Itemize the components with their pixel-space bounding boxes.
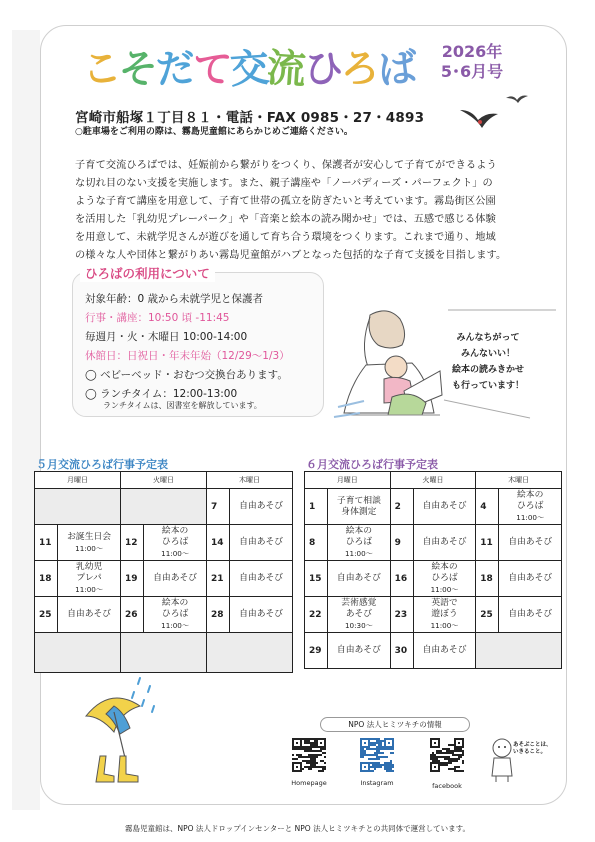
event-name: 自由あそび: [508, 573, 553, 583]
issue-month: 5･6月号: [440, 62, 504, 81]
event-cell: [499, 489, 562, 525]
event-time: 11:00～: [344, 549, 373, 558]
day-number: 2: [390, 489, 413, 525]
day-number: 15: [305, 561, 328, 597]
event-time: 10:30～: [344, 621, 373, 630]
schedule-row: [305, 525, 562, 561]
weekday-header: 月曜日: [305, 472, 391, 489]
event-name: 自由あそび: [239, 573, 284, 583]
event-time: 11:00～: [161, 621, 190, 630]
baby-bed-note: ◯ ベビーベッド・おむつ交換台あります。: [85, 369, 288, 381]
event-cell: [144, 597, 207, 633]
event-cell: [413, 633, 476, 669]
day-number: 25: [35, 597, 58, 633]
event-name: 自由あそび: [336, 573, 381, 583]
speech-bubble-text: みんなちがって みんないい！ 絵本の読みきかせ も行っています！: [452, 333, 525, 391]
day-number: 26: [120, 597, 143, 633]
intro-line: な切れ目のない支援を実施します。また、親子講座や「ノーバディーズ・パーフェクト」の: [75, 178, 493, 189]
day-number: 18: [35, 561, 58, 597]
event-name: ひろば: [161, 537, 189, 547]
closed-days: 休館日：日祝日・年末年始（12/29～1/3）: [85, 350, 290, 362]
event-cell: [230, 489, 293, 525]
day-number: 28: [206, 597, 229, 633]
parking-note: ○駐車場をご利用の際は、霧島児童館にあらかじめご連絡ください。: [75, 127, 353, 137]
weekday-header: 木曜日: [476, 472, 562, 489]
day-number: 4: [476, 489, 499, 525]
weekday-header: 月曜日: [35, 472, 121, 489]
day-number: 21: [206, 561, 229, 597]
day-number: 7: [206, 489, 229, 525]
issue-year: 2026年: [441, 42, 503, 61]
event-cell: [328, 633, 391, 669]
event-cell: [499, 561, 562, 597]
schedule-row: [305, 633, 562, 669]
event-cell: [328, 489, 391, 525]
day-number: 9: [390, 525, 413, 561]
day-number: 1: [305, 489, 328, 525]
june-schedule-title: ６月交流ひろば行事予定表: [306, 458, 438, 471]
event-name: 子育て相談: [336, 495, 381, 506]
instagram-qr-code[interactable]: [360, 738, 394, 772]
mascot-note: あそぶことは、 いきること。: [513, 742, 552, 755]
event-cell: [328, 561, 391, 597]
event-time: 11:00～: [75, 585, 104, 594]
event-name: 芸術感覚: [341, 598, 377, 608]
june-schedule-table: [304, 471, 562, 669]
event-name: ひろば: [517, 501, 544, 511]
instagram-qr-label: Instagram: [360, 779, 394, 787]
event-cell: [230, 561, 293, 597]
empty-day-cell: [120, 489, 206, 525]
logo-char: ひ: [302, 45, 343, 94]
day-number: 8: [305, 525, 328, 561]
event-cell: [413, 525, 476, 561]
schedule-row: [35, 525, 293, 561]
event-name: 絵本の: [431, 562, 458, 572]
intro-text: [75, 157, 535, 265]
event-name: ひろば: [345, 537, 373, 547]
event-time: 11:00～: [516, 513, 545, 522]
schedule-row: [35, 597, 293, 633]
intro-line: を活用した「乳幼児プレーパーク」や「音楽と絵本の読み聞かせ」では、五感で感じる体験: [75, 214, 496, 225]
event-cell: [499, 597, 562, 633]
event-cell: [328, 597, 391, 633]
event-cell: [413, 597, 476, 633]
open-hours: 毎週月・火・木曜日 10:00-14:00: [85, 331, 248, 343]
logo-char: て: [191, 45, 232, 94]
event-name: お誕生日会: [67, 531, 112, 542]
day-number: 30: [390, 633, 413, 669]
intro-line: の様々な人や団体と繋がりあい霧島児童館がハブとなった包括的な子育て支援を目指します。: [75, 250, 507, 261]
day-number: 12: [120, 525, 143, 561]
weekday-header: 火曜日: [390, 472, 476, 489]
issue-badge: [430, 42, 514, 82]
logo-char: こ: [80, 45, 121, 94]
event-name: 自由あそび: [508, 537, 553, 547]
may-schedule-title: ５月交流ひろば行事予定表: [36, 458, 168, 471]
day-number: 23: [390, 597, 413, 633]
event-name: あそび: [345, 609, 373, 619]
empty-day-cell: [35, 489, 121, 525]
event-cell: [413, 489, 476, 525]
target-age: 対象年齢：0 歳から未就学児と保護者: [85, 293, 264, 305]
logo-char: 流: [265, 45, 306, 94]
event-name: 自由あそび: [336, 645, 381, 655]
day-number: 11: [35, 525, 58, 561]
event-cell: [58, 597, 121, 633]
intro-line: 子育て交流ひろばでは、妊娠前から繋がりをつくり、保護者が安心して子育てができるよう: [75, 160, 497, 171]
event-cell: [413, 561, 476, 597]
event-name: 遊ぼう: [431, 609, 458, 619]
empty-day-cell: [206, 633, 292, 673]
day-number: 25: [476, 597, 499, 633]
may-schedule-table: [34, 471, 293, 673]
weekday-header: 火曜日: [120, 472, 206, 489]
event-time: 11:00～: [161, 549, 190, 558]
mascot-icon: [488, 736, 516, 784]
event-name: 自由あそび: [239, 501, 284, 511]
side-band: [12, 30, 40, 810]
event-time: 行事・講座：10:50 頃 -11:45: [85, 312, 230, 324]
event-time: 11:00～: [430, 621, 459, 630]
empty-day-cell: [476, 633, 562, 669]
logo-char: 交: [228, 45, 269, 94]
schedule-row: [35, 489, 293, 525]
swallow-icon: [505, 92, 529, 108]
npo-info-title: NPO 法人ヒミツキチの情報: [320, 717, 470, 732]
swallow-icon: [458, 106, 500, 132]
event-name: 絵本の: [345, 526, 373, 536]
event-cell: [328, 525, 391, 561]
empty-day-cell: [35, 633, 121, 673]
event-name: ひろば: [431, 573, 458, 583]
address-line: 宮崎市船塚１丁目８１・電話・FAX 0985・27・4893: [75, 110, 425, 126]
event-name: 絵本の: [161, 598, 189, 608]
schedule-row: [305, 561, 562, 597]
day-number: 14: [206, 525, 229, 561]
lunch-time: ◯ ランチタイム：12:00-13:00: [85, 388, 238, 400]
event-cell: [58, 525, 121, 561]
schedule-row: [35, 561, 293, 597]
intro-line: ような子育て講座を用意して、子育て世帯の孤立を防ぎたいと考えています。霧島街区公園: [75, 196, 496, 207]
event-time: 11:00～: [430, 585, 459, 594]
footer-note: 霧島児童館は、NPO 法人ドロップインセンターと NPO 法人ヒミツキチとの共同体で運営しています。: [125, 824, 470, 833]
event-cell: [58, 561, 121, 597]
homepage-qr-code[interactable]: [292, 738, 326, 772]
event-name: 自由あそび: [239, 537, 284, 547]
umbrella-boots-illustration: [80, 672, 170, 792]
intro-line: を用意して、未就学児さんが遊びを通して育ち合う環境をつくります。これまで通り、地域: [75, 232, 496, 243]
event-cell: [144, 561, 207, 597]
event-name: 乳幼児: [75, 562, 103, 572]
empty-day-cell: [120, 633, 206, 673]
logo-char: そ: [117, 45, 158, 94]
event-name: 自由あそび: [422, 501, 467, 511]
event-name: 絵本の: [517, 490, 544, 500]
schedule-row: [305, 489, 562, 525]
day-number: 22: [305, 597, 328, 633]
event-name: ひろば: [161, 609, 189, 619]
event-name: 自由あそび: [422, 537, 467, 547]
event-name: 身体測定: [341, 506, 377, 517]
event-cell: [230, 597, 293, 633]
usage-info-title: ひろばの利用について: [80, 264, 215, 282]
facebook-qr-code[interactable]: [430, 738, 464, 772]
event-name: 自由あそび: [153, 573, 198, 583]
logo-char: だ: [154, 45, 195, 94]
logo-title: [82, 38, 415, 94]
lunch-note: ランチタイムは、図書室を解放しています。: [103, 401, 262, 410]
event-time: 11:00～: [75, 543, 104, 553]
facebook-qr-label: facebook: [432, 782, 462, 790]
event-name: プレパ: [76, 573, 102, 583]
event-cell: [144, 525, 207, 561]
day-number: 11: [476, 525, 499, 561]
event-name: 自由あそび: [508, 609, 553, 619]
event-name: 自由あそび: [67, 609, 112, 619]
usage-info-lines: [85, 290, 290, 404]
event-cell: [499, 525, 562, 561]
event-cell: [230, 525, 293, 561]
event-name: 絵本の: [161, 526, 189, 536]
schedule-row: [305, 597, 562, 633]
logo-char: ば: [376, 45, 417, 94]
event-name: 自由あそび: [239, 609, 284, 619]
event-name: 自由あそび: [422, 645, 467, 655]
day-number: 16: [390, 561, 413, 597]
schedule-row: [35, 633, 293, 673]
homepage-qr-label: Homepage: [291, 779, 327, 787]
event-name: 英語で: [431, 598, 458, 608]
day-number: 29: [305, 633, 328, 669]
day-number: 19: [120, 561, 143, 597]
day-number: 18: [476, 561, 499, 597]
weekday-header: 木曜日: [206, 472, 292, 489]
logo-char: ろ: [339, 45, 380, 94]
